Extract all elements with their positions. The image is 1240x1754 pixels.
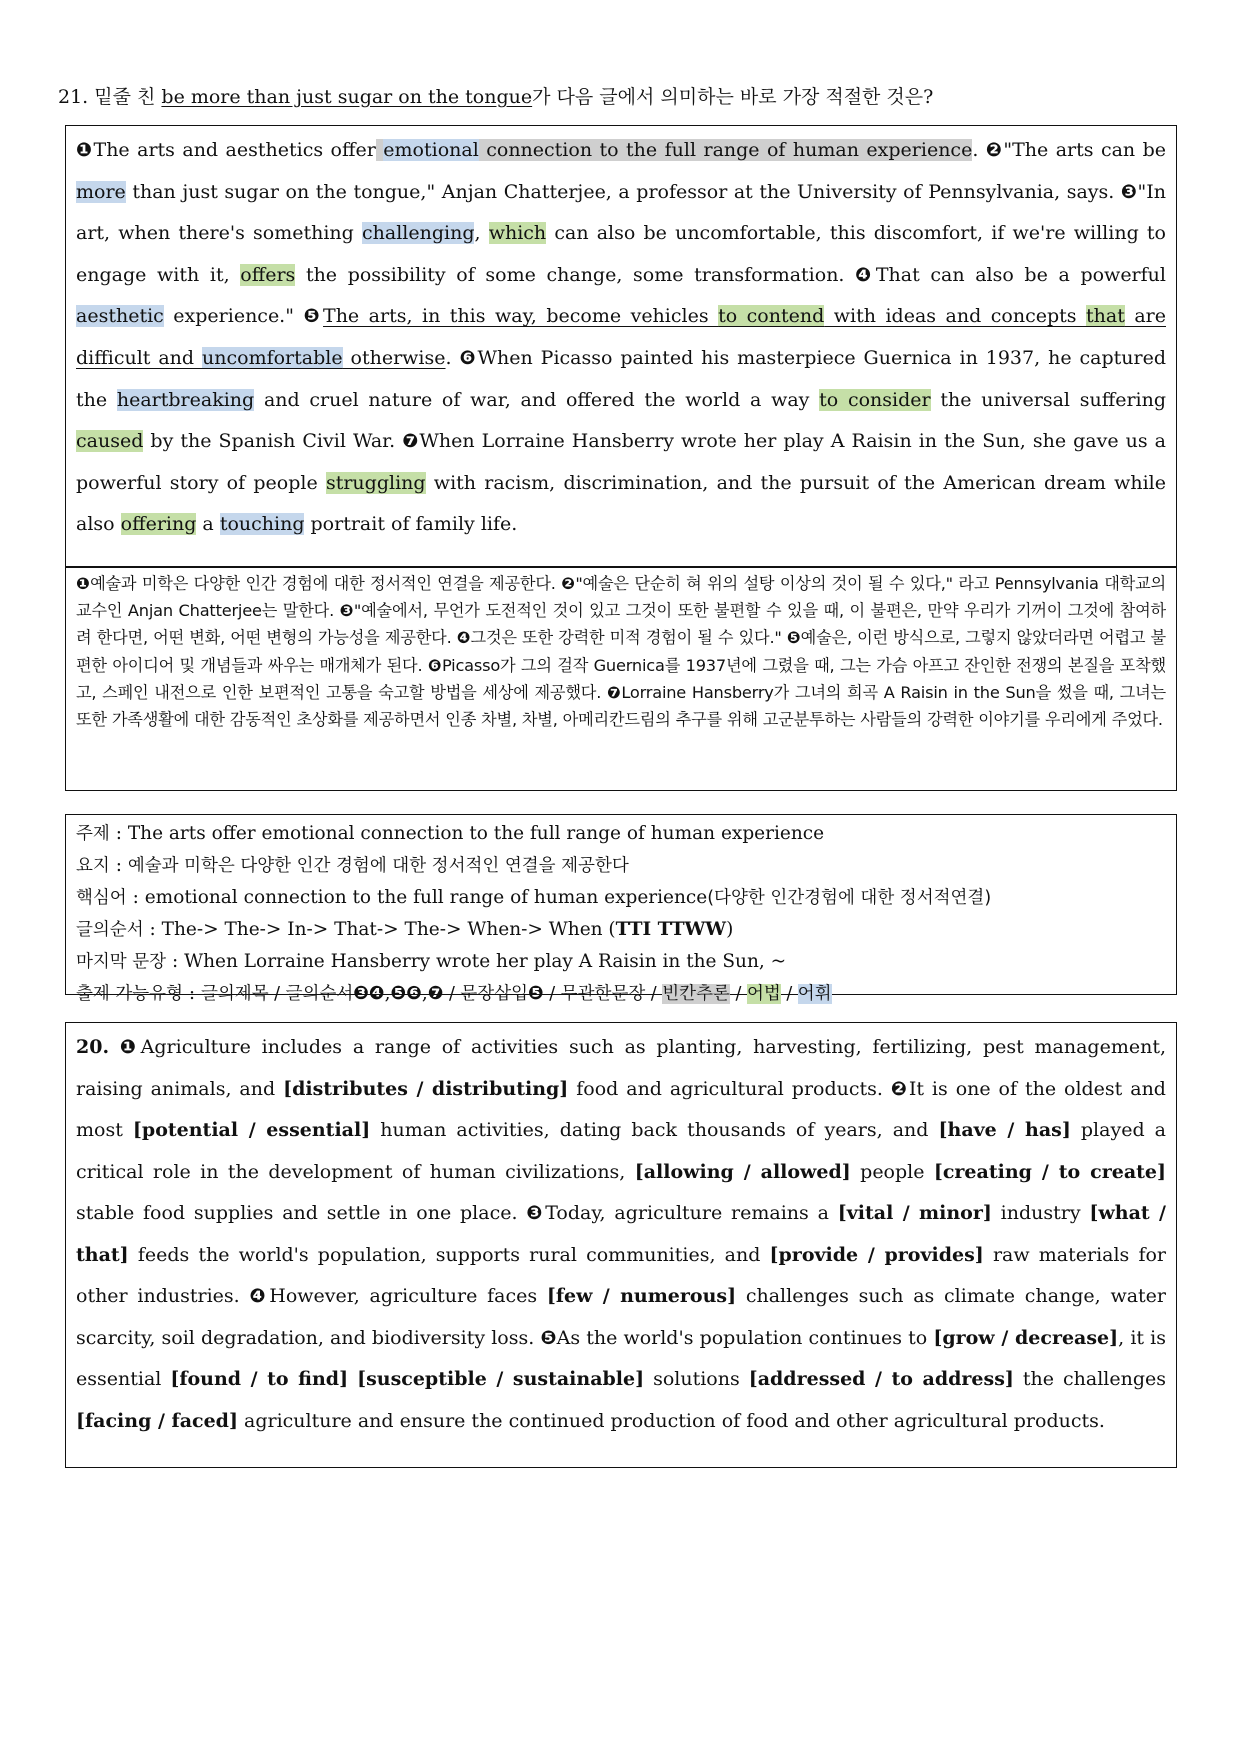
summary-label: 글의순서 xyxy=(76,920,144,940)
highlight-green: 어법 xyxy=(746,984,781,1004)
text-run: Today, agriculture remains a xyxy=(545,1202,838,1224)
text-run: As the world's population continues to xyxy=(556,1326,934,1349)
text-run: with racism, discrimination, and the pursuit of the American dream while also xyxy=(76,471,1166,536)
text-run: , it is essential xyxy=(76,1326,1166,1390)
summary-label: 주제 xyxy=(76,824,110,844)
text-run: The-> The-> In-> That-> The-> When-> When ( xyxy=(161,919,616,940)
bold-choice: [found / to find] xyxy=(170,1368,349,1390)
highlight-green: caused xyxy=(76,430,144,453)
bold-choice: [few / numerous] xyxy=(546,1285,737,1307)
sentence-number-marker: ❸ xyxy=(526,1202,546,1224)
bold-choice: [allowing / allowed] xyxy=(634,1160,851,1183)
text-run: When Lorraine Hansberry wrote her play A Raisin in the Sun, ~ xyxy=(184,951,787,972)
text-run: "예술에서, 무언가 도전적인 것이 있고 그것이 또한 불편할 수 있을 때, 이 불편은, 만약 우리가 기꺼이 그것에 참여하려 한다면, 어떤 변화, 어떤 변형의 가능성을 제공한다. xyxy=(76,601,1166,648)
text-run: That can also be a powerful xyxy=(875,263,1166,286)
underlined-text: with ideas and concepts xyxy=(824,305,1086,328)
highlight-blue: challenging xyxy=(362,222,475,245)
highlight-gray: connection to the full range of human experience xyxy=(478,139,973,161)
text-run: can also be uncomfortable, this discomfort, if we're willing to engage with it, xyxy=(76,222,1166,286)
sentence-number-marker: ❹ xyxy=(855,263,876,286)
underlined-phrase: be more than just sugar on the tongue xyxy=(161,86,533,108)
text-run: solutions xyxy=(644,1368,749,1390)
bold-choice: [vital / minor] xyxy=(837,1202,992,1224)
summary-separator: : xyxy=(166,951,185,972)
text-run: agriculture and ensure the continued production of food and other agricultural products. xyxy=(237,1409,1105,1432)
bold-choice: [creating / to create] xyxy=(933,1160,1166,1183)
summary-separator: : xyxy=(109,823,128,844)
summary-label: 핵심어 xyxy=(76,888,127,908)
highlight-green: that xyxy=(1086,305,1125,328)
text-run: and cruel nature of war, and offered the world a way xyxy=(254,388,820,411)
sentence-number-marker: ❷ xyxy=(561,574,576,593)
summary-separator: : xyxy=(126,887,145,908)
text-run: raw materials for other industries. xyxy=(76,1243,1166,1307)
text-run: the universal suffering xyxy=(930,388,1166,411)
text-run: ) xyxy=(726,919,734,940)
sentence-number-marker: ❺ xyxy=(786,628,801,648)
text-run: "In art, when there's something xyxy=(76,180,1166,245)
question-prefix: 밑줄 친 xyxy=(88,86,162,108)
highlight-gray: 빈칸추론 xyxy=(662,984,730,1004)
highlight-blue: more xyxy=(76,180,126,203)
text-run xyxy=(348,1368,357,1390)
bold-choice: [what / that] xyxy=(76,1202,1166,1266)
text-run: portrait of family life. xyxy=(304,513,518,536)
summary-box xyxy=(65,814,1177,1004)
text-run: . xyxy=(445,346,460,369)
text-run: / 문장삽입 xyxy=(443,984,529,1004)
sentence-number-marker: ❺ xyxy=(540,1326,557,1349)
highlight-blue: heartbreaking xyxy=(116,388,255,411)
summary-label: 마지막 문장 xyxy=(76,952,167,972)
text-run: "예술은 단순히 혀 위의 설탕 이상의 것이 될 수 있다," 라고 Pennsylvania 대학교의 교수인 Anjan Chatterjee는 말한다. xyxy=(76,574,1166,621)
summary-separator: : xyxy=(109,855,128,876)
sentence-number-marker: ❻ xyxy=(427,655,442,675)
underlined-text: otherwise xyxy=(342,346,446,369)
text-run: 그것은 또한 강력한 미적 경험이 될 수 있다." xyxy=(470,628,787,648)
summary-separator: : xyxy=(183,983,201,1004)
highlight-blue: uncomfortable xyxy=(202,346,343,369)
sentence-number-marker: ❼ xyxy=(607,682,622,702)
summary-row xyxy=(76,882,1166,914)
sentence-number-marker: ❸❹ xyxy=(353,983,385,1004)
text-run: food and agricultural products. xyxy=(568,1077,891,1100)
bold-choice: [potential / essential] xyxy=(132,1119,371,1141)
sentence-number-marker: ❺ xyxy=(528,983,544,1004)
summary-label: 요지 xyxy=(76,856,110,876)
highlight-blue: 어휘 xyxy=(797,984,832,1004)
text-run: (다양한 인간경험에 대한 정서적연결) xyxy=(707,888,992,908)
text-run: , xyxy=(421,983,428,1004)
text-run: Picasso가 그의 걸작 Guernica를 1937년에 그렸을 때, 그는 가슴 아프고 잔인한 전쟁의 본질을 포착했고, 스페인 내전으로 인한 보편적인 고통을 숙고할 방법을 세상에 제공했다. xyxy=(76,655,1166,702)
text-run: a xyxy=(196,513,220,536)
text-run: / xyxy=(780,984,798,1004)
highlight-green: offering xyxy=(120,513,197,536)
text-run: stable food supplies and settle in one place. xyxy=(76,1202,527,1224)
sentence-number-marker: ❺❻ xyxy=(390,983,422,1004)
underlined-text: are difficult and xyxy=(76,305,1166,369)
text-run: feeds the world's population, supports rural communities, and xyxy=(128,1243,770,1266)
text-run: 예술과 미학은 다양한 인간 경험에 대한 정서적인 연결을 제공한다. xyxy=(90,574,562,593)
summary-row xyxy=(76,850,1166,882)
grammar-exercise-20 xyxy=(65,1022,1177,1468)
text-run: challenges such as climate change, water scarcity, soil degradation, and biodiversity loss. xyxy=(76,1285,1167,1349)
sentence-number-marker: ❺ xyxy=(303,305,324,328)
summary-row xyxy=(76,818,1166,850)
bold-choice: [facing / faced] xyxy=(76,1409,238,1432)
text-run: It is one of the oldest and most xyxy=(76,1077,1166,1141)
sentence-number-marker: ❷ xyxy=(890,1077,909,1100)
english-passage xyxy=(65,125,1177,567)
highlight-green: to consider xyxy=(819,388,931,411)
text-run: people xyxy=(850,1160,934,1183)
text-run: experience." xyxy=(163,305,304,328)
highlight-green: which xyxy=(488,222,547,245)
korean-translation xyxy=(65,567,1177,791)
bold-choice: [addressed / to address] xyxy=(748,1368,1014,1390)
sentence-number-marker: ❶ xyxy=(119,1036,141,1058)
text-run: However, agriculture faces xyxy=(269,1285,547,1307)
text-run: by the Spanish Civil War. xyxy=(143,430,403,453)
bold-choice: [provide / provides] xyxy=(769,1243,984,1266)
text-run: industry xyxy=(991,1202,1090,1224)
text-run: The arts offer emotional connection to the full range of human experience xyxy=(127,823,825,844)
summary-row xyxy=(76,946,1166,978)
text-run xyxy=(109,1036,120,1058)
sentence-number-marker: ❶ xyxy=(76,574,91,593)
sentence-number-marker: ❶ xyxy=(76,139,94,161)
text-run: The arts and aesthetics offer xyxy=(93,139,376,161)
highlight-green: struggling xyxy=(325,471,426,494)
text-run: / xyxy=(729,984,747,1004)
sentence-number-marker: ❹ xyxy=(456,628,471,648)
sentence-number-marker: ❸ xyxy=(339,601,354,621)
bold-choice: [susceptible / sustainable] xyxy=(357,1368,645,1390)
text-run: the possibility of some change, some transformation. xyxy=(295,263,856,286)
bold-choice: [distributes / distributing] xyxy=(283,1077,569,1100)
highlight-blue: aesthetic xyxy=(76,305,164,328)
text-run: played a critical role in the development of human civilizations, xyxy=(76,1119,1167,1183)
sentence-number-marker: ❼ xyxy=(402,430,420,453)
bold-choice: [grow / decrease] xyxy=(933,1326,1119,1349)
text-run: 예술은, 이런 방식으로, 그렇지 않았더라면 어렵고 불편한 아이디어 및 개념들과 싸우는 매개체가 된다. xyxy=(76,628,1166,675)
highlight-blue: touching xyxy=(219,513,305,536)
text-run: When Lorraine Hansberry wrote her play A Raisin in the Sun, she gave us a powerful story of people xyxy=(76,430,1166,494)
underlined-text: The arts, in this way, become vehicles xyxy=(323,305,719,328)
text-run: / 무관한문장 / xyxy=(543,984,663,1004)
text-run: the challenges xyxy=(1013,1368,1166,1390)
text-run: emotional connection to the full range of human experience xyxy=(144,887,708,908)
highlight-blue: emotional xyxy=(383,139,479,161)
highlight-green: to contend xyxy=(718,305,825,328)
question-heading xyxy=(58,84,1178,110)
sentence-number-marker: ❸ xyxy=(1120,180,1138,203)
text-run: 예술과 미학은 다양한 인간 경험에 대한 정서적인 연결을 제공한다 xyxy=(127,856,629,876)
question-suffix: 가 다음 글에서 의미하는 바로 가장 적절한 것은? xyxy=(532,86,934,108)
summary-separator: : xyxy=(143,919,162,940)
text-run: human activities, dating back thousands of years, and xyxy=(370,1119,939,1141)
text-run: When Picasso painted his masterpiece Guernica in 1937, he captured the xyxy=(76,346,1166,411)
summary-row xyxy=(76,914,1166,946)
summary-row xyxy=(76,978,1166,1010)
bold-choice: TTI TTWW xyxy=(615,919,727,940)
bold-choice: [have / has] xyxy=(938,1119,1071,1141)
text-run: , xyxy=(384,983,391,1004)
highlight-green: offers xyxy=(240,263,296,286)
text-run: Lorraine Hansberry가 그녀의 희곡 A Raisin in the Sun을 썼을 때, 그녀는 또한 가족생활에 대한 감동적인 초상화를 제공하면서 인종 차별, 차별, 아메리칸드림의 추구를 위해 고군분투하는 사람들의 강력한 이야기를 우리에게 주었다. xyxy=(76,682,1166,730)
text-run: Agriculture includes a range of activities such as planting, harvesting, fertilizing, pest management, raising animals, and xyxy=(76,1036,1167,1100)
sentence-number-marker: ❷ xyxy=(985,139,1004,161)
text-run: "The arts can be xyxy=(1003,139,1167,161)
sentence-number-marker: ❻ xyxy=(459,346,478,369)
question-number: 21. xyxy=(58,86,89,108)
sentence-number-marker: ❼ xyxy=(427,983,444,1004)
bold-choice: 20. xyxy=(76,1036,110,1058)
text-run: 글의제목 / 글의순서 xyxy=(201,984,354,1004)
sentence-number-marker: ❹ xyxy=(249,1285,270,1307)
text-run: . xyxy=(972,139,986,161)
text-run: than just sugar on the tongue," Anjan Chatterjee, a professor at the University of Pennsylvania, says. xyxy=(125,180,1121,203)
text-run: , xyxy=(474,222,489,245)
summary-label: 출제 가능유형 xyxy=(76,984,183,1004)
